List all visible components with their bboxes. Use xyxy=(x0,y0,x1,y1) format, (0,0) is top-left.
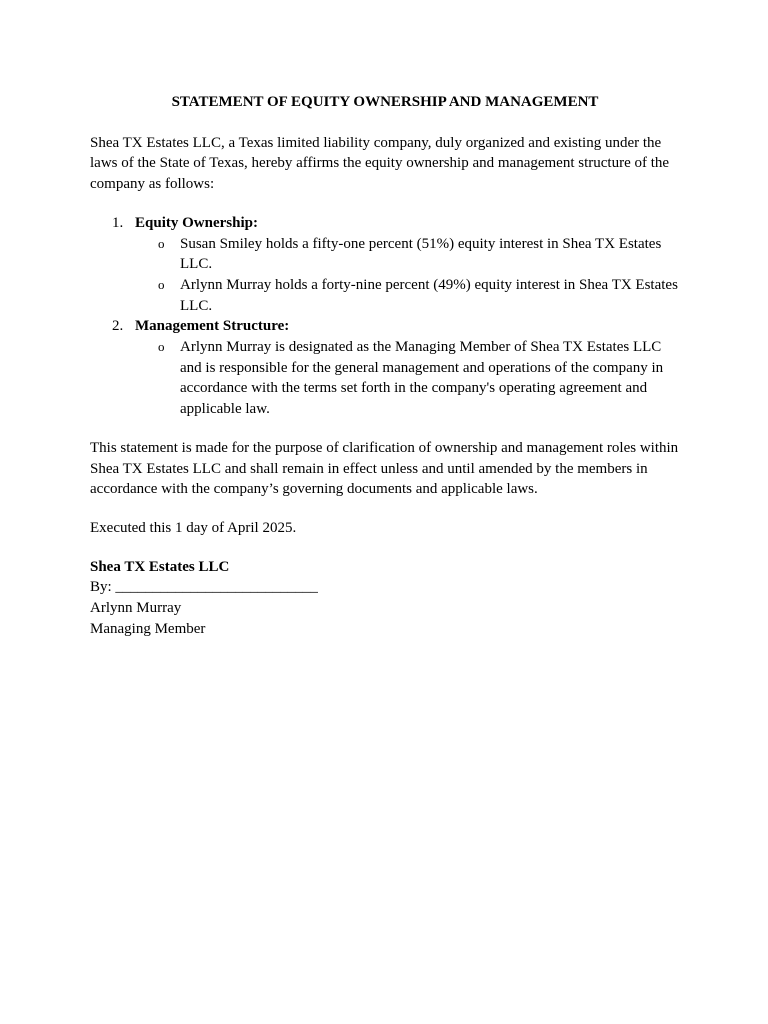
document-page xyxy=(90,92,680,639)
list-item xyxy=(90,337,680,420)
bullet-text: Arlynn Murray is designated as the Managing Member of Shea TX Estates LLC and is responsible for the general management and operations of the company in accordance with the terms set forth in the company's operating agreement and applicable law. xyxy=(180,339,664,418)
section-heading: Equity Ownership: xyxy=(135,214,258,231)
section-heading: Management Structure: xyxy=(135,318,290,335)
list-item xyxy=(90,275,680,316)
intro-paragraph: Shea TX Estates LLC, a Texas limited liability company, duly organized and existing under the laws of the State of Texas, hereby affirms the equity ownership and management structure of the company as follows: xyxy=(90,134,670,193)
signature-line: By: ___________________________ xyxy=(90,579,318,596)
list-number: 2. xyxy=(112,318,124,335)
closing-paragraph: This statement is made for the purpose of clarification of ownership and management roles within Shea TX Estates LLC and shall remain in effect unless and until amended by the members in accordance with the company’s governing documents and applicable laws. xyxy=(90,439,679,498)
bullet-circle-icon: o xyxy=(158,276,165,292)
bullet-text: Arlynn Murray holds a forty-nine percent (49%) equity interest in Shea TX Estates LLC. xyxy=(180,276,678,314)
list-number: 1. xyxy=(112,214,124,231)
document-title: STATEMENT OF EQUITY OWNERSHIP AND MANAGEMENT xyxy=(171,94,599,110)
list-item xyxy=(90,234,680,275)
list-item-management-structure xyxy=(90,316,680,337)
signature-company: Shea TX Estates LLC xyxy=(90,558,230,575)
bullet-text: Susan Smiley holds a fifty-one percent (51%) equity interest in Shea TX Estates LLC. xyxy=(180,235,662,273)
signature-block xyxy=(90,557,680,640)
signatory-name: Arlynn Murray xyxy=(90,600,182,617)
bullet-circle-icon: o xyxy=(158,235,165,251)
list-item-equity-ownership xyxy=(90,213,680,234)
bullet-circle-icon: o xyxy=(158,339,165,355)
signatory-role: Managing Member xyxy=(90,620,206,637)
numbered-list xyxy=(90,213,680,420)
executed-date: Executed this 1 day of April 2025. xyxy=(90,519,297,536)
